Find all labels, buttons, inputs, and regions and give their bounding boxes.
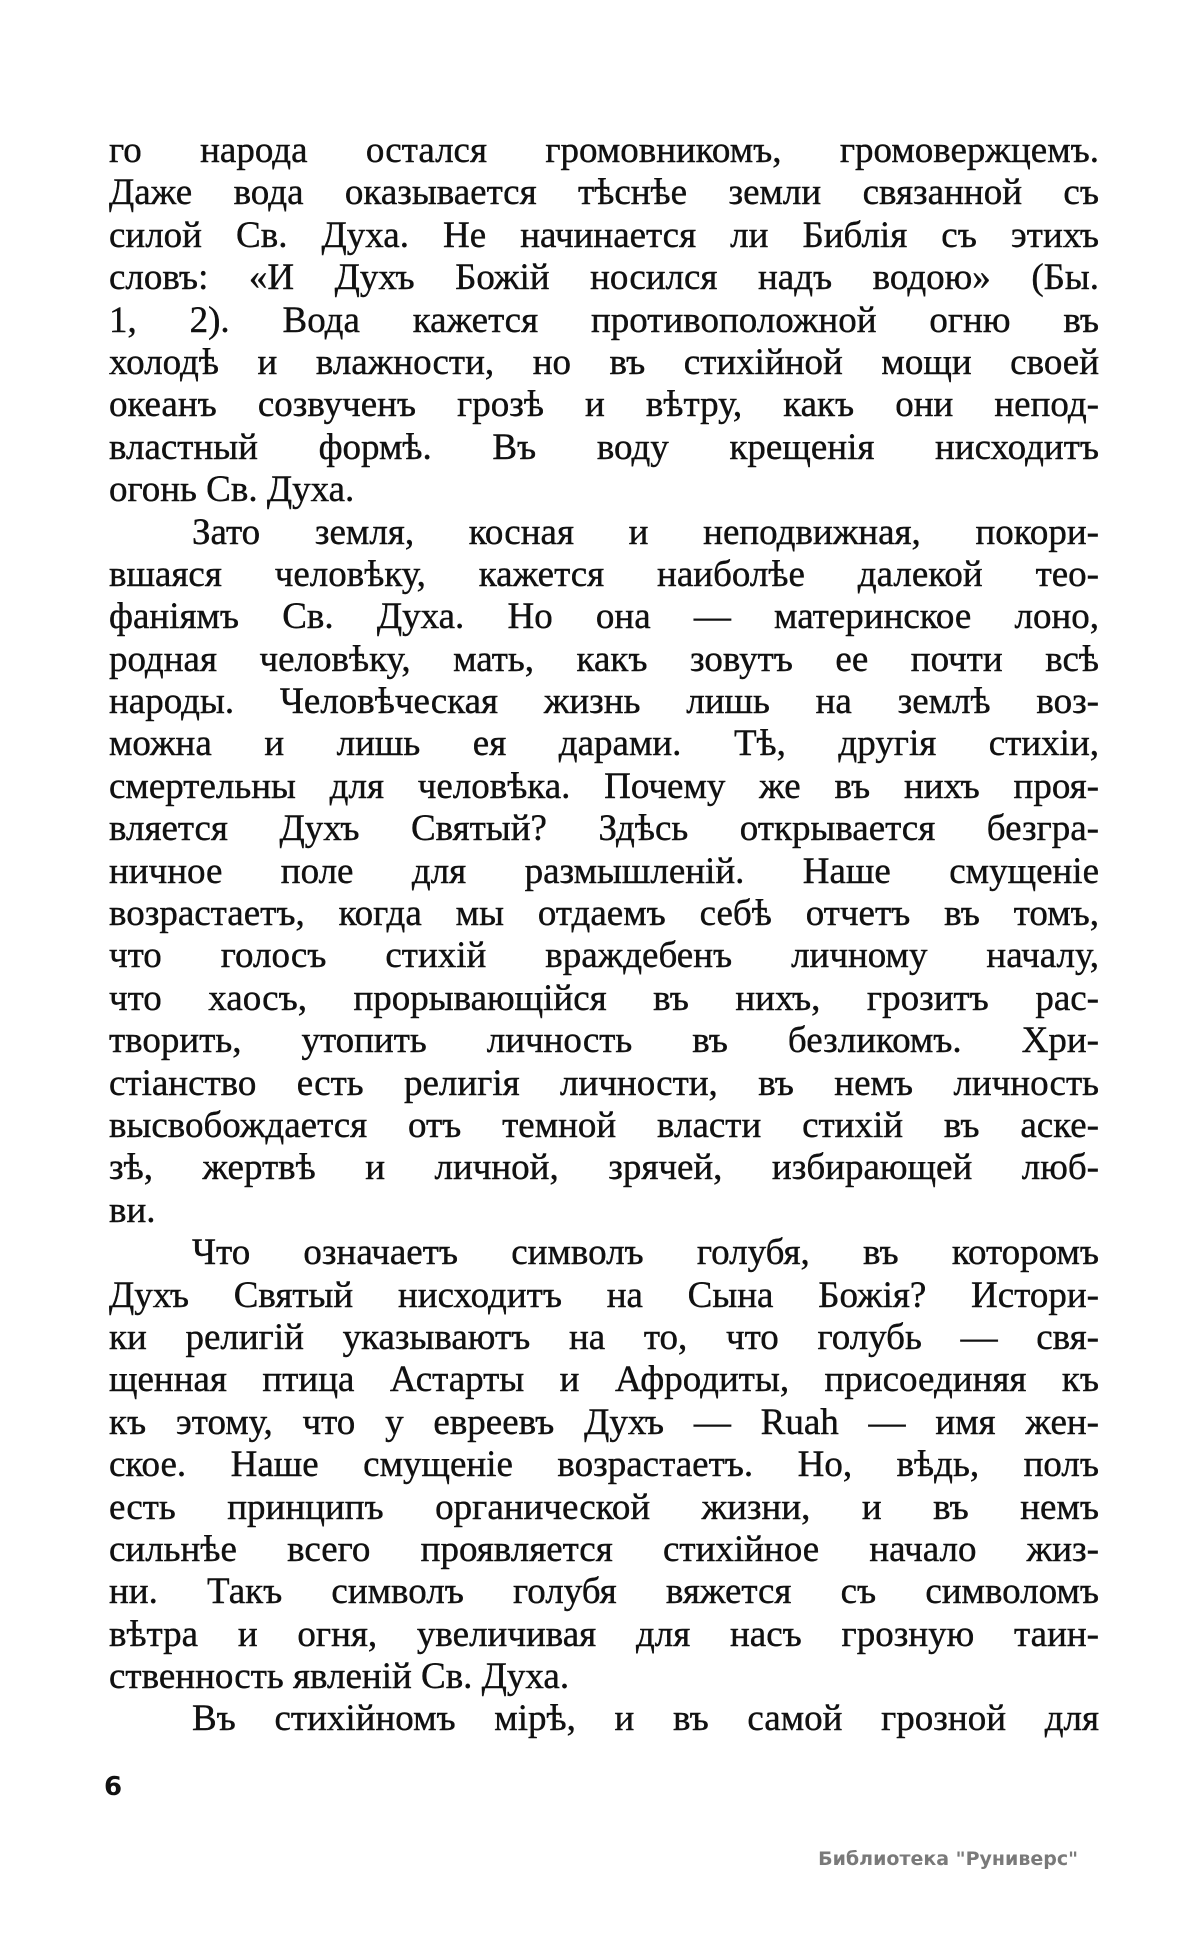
body-text xyxy=(109,130,1099,1741)
text-line: можна и лишь ея дарами. Тѣ, другія стихіи, xyxy=(109,723,1099,765)
text-line: щенная птица Астарты и Афродиты, присоединяя къ xyxy=(109,1359,1099,1401)
library-watermark: Библиотека "Руниверс" xyxy=(818,1848,1078,1870)
text-line: Въ стихійномъ мірѣ, и въ самой грозной для xyxy=(192,1698,1099,1740)
text-line: народы. Человѣческая жизнь лишь на землѣ воз- xyxy=(109,681,1099,723)
page-number: 6 xyxy=(104,1772,123,1802)
paragraph xyxy=(109,1698,1099,1740)
text-line: 1, 2). Вода кажется противоположной огню въ xyxy=(109,299,1099,341)
text-line: Зато земля, косная и неподвижная, покори- xyxy=(192,511,1099,553)
text-line: стіанство есть религія личности, въ немъ личность xyxy=(109,1062,1099,1104)
text-line: властный формѣ. Въ воду крещенія нисходитъ xyxy=(109,426,1099,468)
text-line: Духъ Святый нисходитъ на Сына Божія? Истори- xyxy=(109,1274,1099,1316)
text-line: сильнѣе всего проявляется стихійное начало жиз- xyxy=(109,1528,1099,1570)
text-line: вляется Духъ Святый? Здѣсь открывается безгра- xyxy=(109,808,1099,850)
text-line: къ этому, что у евреевъ Духъ — Ruah — имя жен- xyxy=(109,1401,1099,1443)
paragraph xyxy=(109,130,1099,512)
text-line: творить, утопить личность въ безликомъ. Хри- xyxy=(109,1020,1099,1062)
text-line: возрастаетъ, когда мы отдаемъ себѣ отчетъ въ томъ, xyxy=(109,893,1099,935)
text-line: смертельны для человѣка. Почему же въ нихъ проя- xyxy=(109,765,1099,807)
text-line: родная человѣку, мать, какъ зовутъ ее почти всѣ xyxy=(109,638,1099,680)
text-line: что голосъ стихій враждебенъ личному началу, xyxy=(109,935,1099,977)
paragraph xyxy=(109,1232,1099,1698)
text-line: вшаяся человѣку, кажется наиболѣе далекой тео- xyxy=(109,553,1099,595)
text-line: ки религій указываютъ на то, что голубь — свя- xyxy=(109,1316,1099,1358)
text-line: вѣтра и огня, увеличивая для насъ грозную таин- xyxy=(109,1613,1099,1655)
text-line: го народа остался громовникомъ, громовержцемъ. xyxy=(109,130,1099,171)
text-line: Что означаетъ символъ голубя, въ которомъ xyxy=(192,1232,1099,1274)
text-line: ни. Такъ символъ голубя вяжется съ символомъ xyxy=(109,1571,1099,1613)
text-line: что хаосъ, прорывающійся въ нихъ, грозитъ рас- xyxy=(109,977,1099,1019)
text-line: ви. xyxy=(109,1189,156,1231)
text-line: холодѣ и влажности, но въ стихійной мощи своей xyxy=(109,341,1099,383)
text-line: зѣ, жертвѣ и личной, зрячей, избирающей люб- xyxy=(109,1147,1099,1189)
text-line: ничное поле для размышленій. Наше смущеніе xyxy=(109,850,1099,892)
text-line: есть принципъ органической жизни, и въ немъ xyxy=(109,1486,1099,1528)
text-line: ское. Наше смущеніе возрастаетъ. Но, вѣдь, полъ xyxy=(109,1444,1099,1486)
text-line: Даже вода оказывается тѣснѣе земли связанной съ xyxy=(109,172,1099,214)
text-line: ственность явленій Св. Духа. xyxy=(109,1656,570,1698)
text-line: словъ: «И Духъ Божій носился надъ водою» (Бы. xyxy=(109,257,1099,299)
text-line: силой Св. Духа. Не начинается ли Библія съ этихъ xyxy=(109,214,1099,256)
text-line: океанъ созвученъ грозѣ и вѣтру, какъ они непод- xyxy=(109,384,1099,426)
text-line: высвобождается отъ темной власти стихій въ аске- xyxy=(109,1104,1099,1146)
paragraph xyxy=(109,512,1099,1233)
text-line: фаніямъ Св. Духа. Но она — материнское лоно, xyxy=(109,596,1099,638)
text-line: огонь Св. Духа. xyxy=(109,469,355,511)
